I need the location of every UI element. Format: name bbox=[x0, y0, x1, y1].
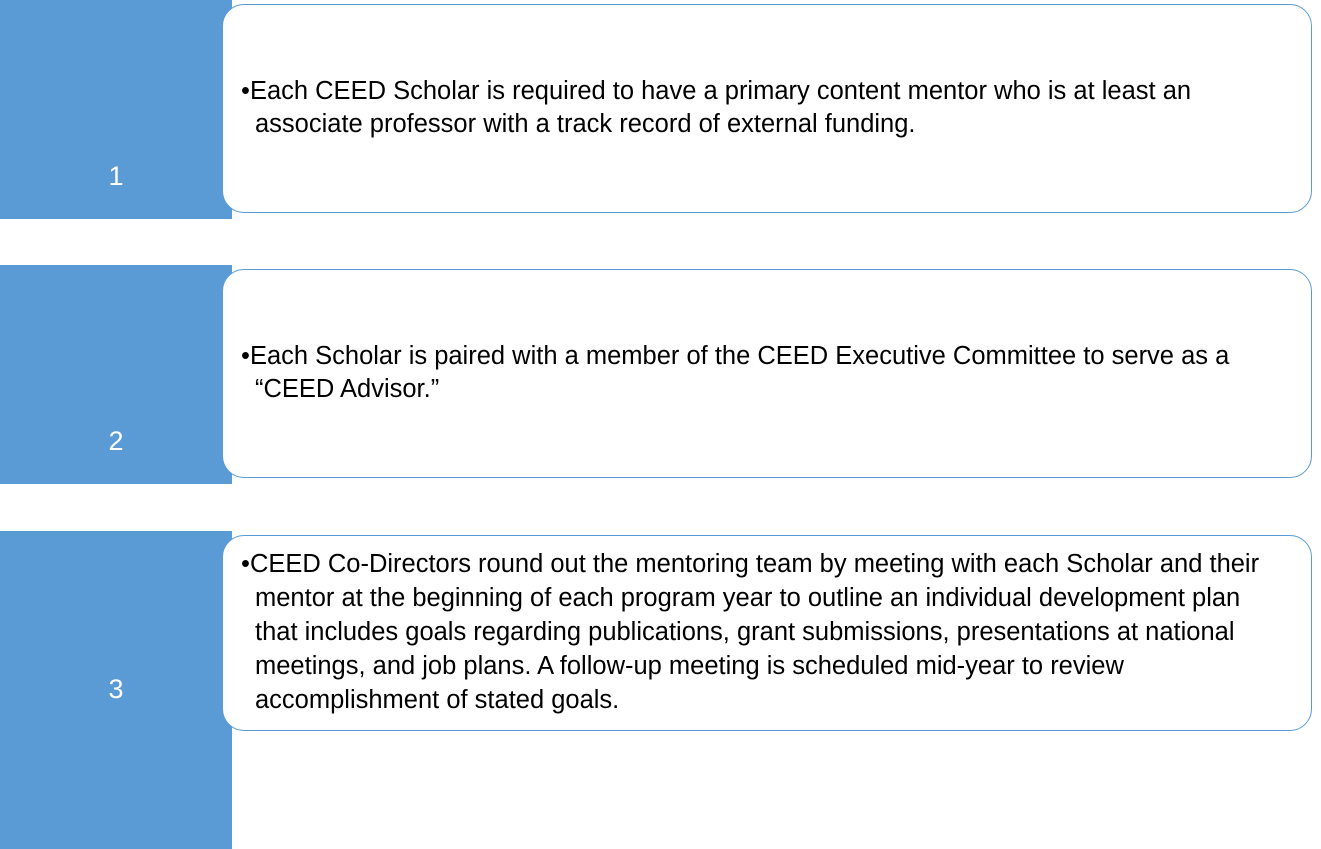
bullet-icon: • bbox=[241, 76, 250, 105]
bullet-icon: • bbox=[241, 550, 250, 579]
step-text-2-content: Each Scholar is paired with a member of the CEED Executive Committee to serve as a “CEED Advisor.” bbox=[249, 341, 1230, 404]
step-text-1-content: Each CEED Scholar is required to have a primary content mentor who is at least an associate professor with a track record of external funding. bbox=[249, 76, 1192, 139]
process-step-3 bbox=[0, 531, 1321, 849]
chevron-2[interactable] bbox=[0, 265, 232, 484]
chevron-3[interactable] bbox=[0, 531, 232, 849]
bullet-icon: • bbox=[241, 341, 250, 370]
step-text-3-content: CEED Co-Directors round out the mentoring team by meeting with each Scholar and their mentor at the beginning of each program year to outline an individual development plan that includes goals regarding publications, grant submissions, presentations at national meetings, and job plans. A follow-up meeting is scheduled mid-year to review accomplishment of stated goals. bbox=[249, 550, 1260, 714]
step-number-3: 3 bbox=[108, 674, 124, 704]
step-text-2 bbox=[241, 340, 1289, 408]
process-step-1 bbox=[0, 0, 1321, 219]
step-text-3 bbox=[241, 548, 1289, 718]
step-callout-2[interactable] bbox=[222, 269, 1312, 478]
step-callout-1[interactable] bbox=[222, 4, 1312, 213]
chevron-1[interactable] bbox=[0, 0, 232, 219]
step-number-2: 2 bbox=[108, 426, 124, 456]
process-step-2 bbox=[0, 265, 1321, 484]
step-callout-3[interactable] bbox=[222, 535, 1312, 731]
step-number-1: 1 bbox=[108, 161, 124, 191]
step-text-1 bbox=[241, 75, 1289, 143]
